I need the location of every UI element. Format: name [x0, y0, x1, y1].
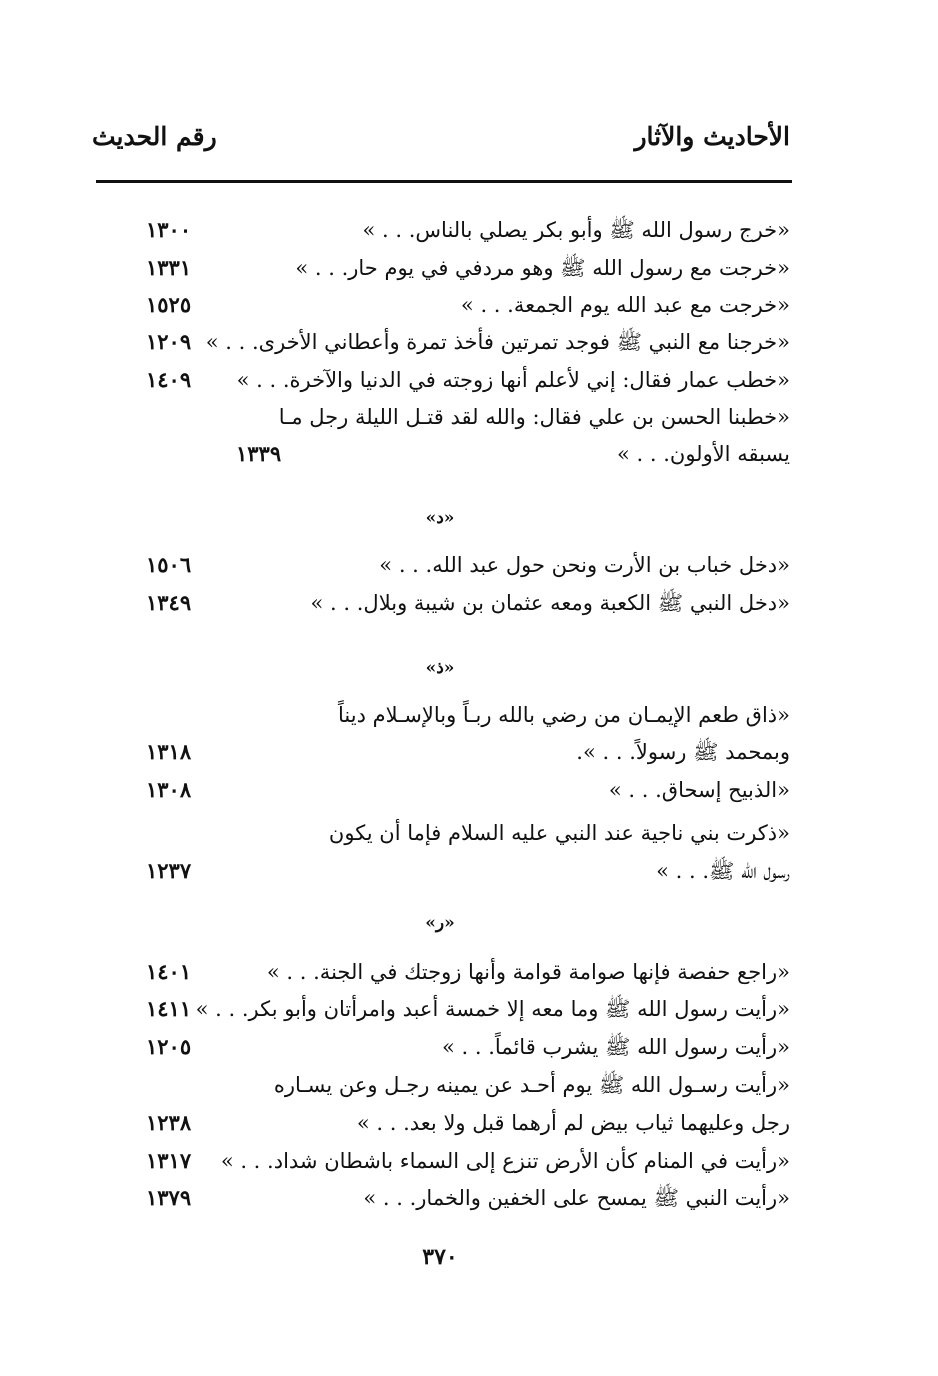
hadith-number: ١٣٠٨: [146, 777, 192, 802]
hadith-line: رسول الله ﷺ. . . »: [656, 859, 790, 883]
hadith-number: ١٣٣١: [146, 255, 192, 280]
hadith-line: «رأيت رسول الله ﷺ وما معه إلا خمسة أعبد وامرأتان وأبو بكر. . . »: [195, 997, 790, 1021]
hadith-line: «دخل النبي ﷺ الكعبة ومعه عثمان بن شيبة وبلال. . . »: [310, 591, 790, 615]
hadith-number: ١٣١٨: [146, 739, 192, 764]
hadith-line: «رأيت النبي ﷺ يمسح على الخفين والخمار. . . »: [363, 1186, 790, 1210]
hadith-line: «الذبيح إسحاق. . . »: [608, 778, 790, 802]
hadith-number: ١٣١٧: [146, 1148, 192, 1173]
running-header-title: الأحاديث والآثار: [634, 122, 790, 151]
section-letter-heading: «ر»: [425, 913, 455, 933]
section-letter-heading: «د»: [425, 508, 455, 528]
hadith-number: ١٢٠٩: [146, 329, 192, 354]
hadith-number: ١٤٠٩: [146, 367, 192, 392]
hadith-line: رجل وعليهما ثياب بيض لم أرهما قبل ولا بعد. . . »: [356, 1111, 790, 1135]
hadith-number: ١٢٣٨: [146, 1110, 192, 1135]
hadith-line: «خرجت مع عبد الله يوم الجمعة. . . »: [460, 293, 790, 317]
hadith-line: «رأيت رسـول الله ﷺ يوم أحـد عن يمينه رجـل وعن يسـاره: [273, 1073, 790, 1097]
hadith-line: وبمحمد ﷺ رسولاً. . . ».: [576, 740, 790, 764]
hadith-line: «رأيت رسول الله ﷺ يشرب قائماً. . . »: [442, 1035, 790, 1059]
header-rule: [96, 180, 792, 183]
hadith-number: ١٣٠٠: [146, 217, 192, 242]
hadith-line: «ذكرت بني ناجية عند النبي عليه السلام فإما أن يكون: [328, 821, 790, 845]
hadith-line: «راجع حفصة فإنها صوامة قوامة وأنها زوجتك في الجنة. . . »: [266, 960, 790, 984]
hadith-number: ١٣٣٩: [236, 441, 282, 466]
hadith-number: ١٣٧٩: [146, 1185, 192, 1210]
hadith-number: ١٤٠١: [146, 959, 192, 984]
hadith-line: «رأيت في المنام كأن الأرض تنزع إلى السماء باشطان شداد. . . »: [220, 1149, 790, 1173]
hadith-line: يسبقه الأولون. . . »: [617, 442, 790, 466]
hadith-line: «خرجت مع رسول الله ﷺ وهو مردفي في يوم حار. . . »: [295, 256, 790, 280]
hadith-line: «ذاق طعم الإيمـان من رضي بالله ربـاً وبالإسـلام ديناً: [338, 703, 790, 727]
hadith-number: ١٥٠٦: [146, 552, 192, 577]
hadith-number: ١٥٢٥: [146, 292, 192, 317]
hadith-line: «خرجنا مع النبي ﷺ فوجد تمرتين فأخذ تمرة وأعطاني الأخرى. . . »: [205, 330, 790, 354]
hadith-number: ١٣٤٩: [146, 590, 192, 615]
hadith-number: ١٤١١: [146, 996, 192, 1021]
hadith-line: «دخل خباب بن الأرت ونحن حول عبد الله. . . »: [379, 553, 790, 577]
page-number: ٣٧٠: [422, 1244, 458, 1270]
hadith-line: «خطبنا الحسن بن علي فقال: والله لقد قتـل الليلة رجل مـا: [278, 405, 790, 429]
hadith-number: ١٢٣٧: [146, 858, 192, 883]
hadith-line: «خرج رسول الله ﷺ وأبو بكر يصلي بالناس. . . »: [362, 218, 790, 242]
hadith-line: «خطب عمار فقال: إني لأعلم أنها زوجته في الدنيا والآخرة. . . »: [236, 368, 790, 392]
running-header-column-label: رقم الحديث: [92, 122, 217, 151]
section-letter-heading: «ذ»: [425, 658, 455, 678]
hadith-number: ١٢٠٥: [146, 1034, 192, 1059]
